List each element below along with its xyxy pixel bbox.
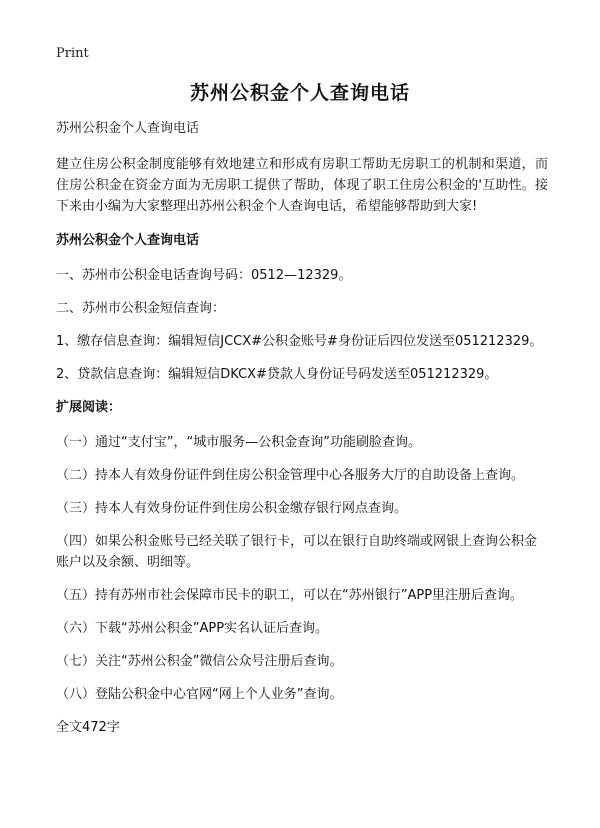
extended-item: （五）持有苏州市社会保障市民卡的职工，可以在“苏州银行”APP里注册后查询。 [56,588,524,603]
extended-item: （三）持本人有效身份证件到住房公积金缴存银行网点查询。 [56,501,408,516]
subtitle: 苏州公积金个人查询电话 [56,121,200,136]
extended-item: （二）持本人有效身份证件到住房公积金管理中心各服务大厅的自助设备上查询。 [56,468,525,483]
extended-item: （七）关注“苏州公积金”微信公众号注册后查询。 [56,654,343,669]
extended-reading-heading: 扩展阅读： [56,400,122,415]
word-count: 全文472字 [56,720,120,735]
deposit-sms-line: 1、缴存信息查询：编辑短信JCCX#公积金账号#身份证后四位发送至051212329。 [56,334,543,349]
extended-item: （八）登陆公积金中心官网“网上个人业务”查询。 [56,687,343,702]
document-body [56,118,548,738]
page-title: 苏州公积金个人查询电话 [189,82,410,104]
extended-item: （四）如果公积金账号已经关联了银行卡，可以在银行自助终端或网银上查询公积金账户以及余额、明细等。 [56,534,538,570]
sms-query-heading: 二、苏州市公积金短信查询： [56,301,226,316]
extended-item: （六）下载“苏州公积金”APP实名认证后查询。 [56,621,329,636]
print-label: Print [56,46,89,61]
extended-item: （一）通过“支付宝”，“城市服务—公积金查询”功能刷脸查询。 [56,435,421,450]
section-heading: 苏州公积金个人查询电话 [56,233,200,248]
phone-query-line: 一、苏州市公积金电话查询号码：0512—12329。 [56,268,352,283]
loan-sms-line: 2、贷款信息查询：编辑短信DKCX#贷款人身份证号码发送至051212329。 [56,367,498,382]
intro-paragraph: 建立住房公积金制度能够有效地建立和形成有房职工帮助无房职工的机制和渠道，而住房公积金在资金方面为无房职工提供了帮助，体现了职工住房公积金的'互助性。接下来由小编为大家整理出苏州公积金个人查询电话，希望能够帮助到大家! [56,157,548,214]
